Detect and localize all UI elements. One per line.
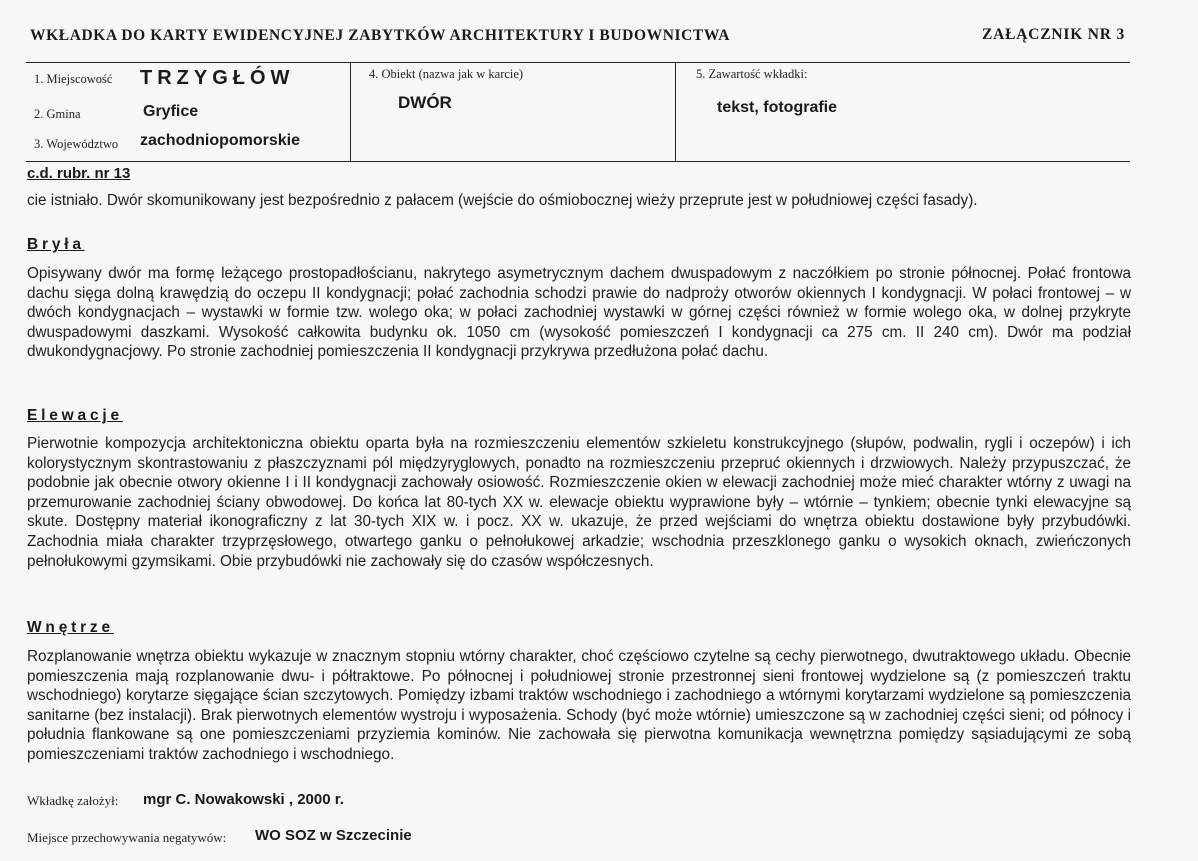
intro-paragraph: cie istniało. Dwór skomunikowany jest bezpośrednio z pałacem (wejście do ośmiobocznej wieży przeprute jest w południowej części fasady).	[27, 192, 978, 209]
locality-label: 1. Miejscowość	[34, 72, 113, 86]
contents-label: 5. Zawartość wkładki:	[696, 67, 808, 81]
section-heading-wnetrze: Wnętrze	[27, 619, 114, 636]
commune-label: 2. Gmina	[34, 107, 81, 121]
contents-value: tekst, fotografie	[717, 99, 838, 116]
continuation-label: c.d. rubr. nr 13	[27, 165, 131, 182]
section-text-wnetrze: Rozplanowanie wnętrza obiektu wykazuje w znacznym stopniu wtórny charakter, choć częściowo czytelne są cechy pierwotnego, dwutraktowego układu. Obecnie pomieszczenia mają rozplanowanie dwu- i półtraktowe. Po północnej i południowej stronie przestronnej sieni frontowej wydzielone są (z pomieszczeń traktu wschodniego) korytarze sięgające ścian szczytowych. Pomiędzy izbami traktów wschodniego i zachodniego a wtórnymi korytarzami wydzielone są pomieszczenia sanitarne (bez instalacji). Brak pierwotnych elementów wystroju i wyposażenia. Schody (być może wtórnie) umieszczone są w zachodniej części sieni; od północy i południa flankowane są one pomieszczeniami przyziemia kominów. Nie zachowała się pierwotna komunikacja wewnętrzna pomiędzy sąsiadującymi ze sobą pomieszczeniami traktów zachodniego i wschodniego.	[27, 648, 1131, 763]
storage-value: WO SOZ w Szczecinie	[255, 827, 412, 844]
annex-number: ZAŁĄCZNIK NR 3	[982, 26, 1125, 43]
section-heading-elewacje: Elewacje	[27, 407, 123, 424]
object-value: DWÓR	[398, 93, 452, 112]
author-label: Wkładkę założył:	[27, 793, 119, 808]
voivodeship-label: 3. Województwo	[34, 137, 119, 151]
object-label: 4. Obiekt (nazwa jak w karcie)	[369, 67, 524, 81]
author-value: mgr C. Nowakowski , 2000 r.	[143, 791, 344, 808]
section-text-bryla: Opisywany dwór ma formę leżącego prostopadłościanu, nakrytego asymetrycznym dachem dwuspadowym z naczółkiem po stronie północnej. Połać frontowa dachu sięga dolną krawędzią do oczepu II kondygnacji; połać zachodnia schodzi prawie do nadproży otworów okiennych I kondygnacji. W połaci frontowej – w dwóch kondygnacjach – wystawki w formie tzw. wolego oka; w połaci zachodniej wystawki w górnej części również w formie wolego oka, w dolnej przykryte dwuspadowymi daszkami. Wysokość całkowita budynku ok. 1050 cm (wysokość pomieszczeń I kondygnacji ca 275 cm. II 240 cm). Dwór ma podział dwukondygnacjowy. Po stronie zachodniej pomieszczenia II kondygnacji przykrywa przedłużona połać dachu.	[27, 265, 1131, 361]
commune-value: Gryfice	[143, 103, 199, 120]
section-heading-bryla: Bryła	[27, 236, 85, 253]
voivodeship-value: zachodniopomorskie	[140, 132, 301, 149]
storage-label: Miejsce przechowywania negatywów:	[27, 830, 227, 845]
locality-value: TRZYGŁÓW	[140, 67, 295, 89]
info-box	[26, 62, 1130, 162]
column-divider	[350, 63, 351, 161]
column-divider	[675, 63, 676, 161]
section-text-elewacje: Pierwotnie kompozycja architektoniczna obiektu oparta była na rozmieszczeniu elementów szkieletu konstrukcyjnego (słupów, podwalin, rygli i oczepów) i ich kolorystycznym skontrastowaniu z płaszczyznami pól międzyryglowych, ponadto na rozmieszczeniu przepruć okiennych i drzwiowych. Należy przypuszczać, że podobnie jak obecnie otwory okienne I i II kondygnacji zachowały osiowość. Rozmieszczenie okien w elewacji zachodniej może mieć charakter wtórny z uwagi na przemurowanie zachodniej ściany obwodowej. Do końca lat 80-tych XX w. elewacje obiektu wyprawione były – wtórnie – tynkiem; obecnie tynki elewacyjne są skute. Dostępny materiał ikonograficzny z lat 30-tych XIX w. i pocz. XX w. ukazuje, że przed wejściami do wnętrza obiektu dostawione były przybudówki. Zachodnia miała charakter trzyprzęsłowego, otwartego ganku o pełnołukowej arkadzie; wschodnia przeszklonego ganku o wysokich oknach, zwieńczonych pełnołukowymi gzymsikami. Obie przybudówki nie zachowały się do czasów współczesnych.	[27, 435, 1131, 570]
document-title: WKŁADKA DO KARTY EWIDENCYJNEJ ZABYTKÓW ARCHITEKTURY I BUDOWNICTWA	[30, 27, 731, 44]
